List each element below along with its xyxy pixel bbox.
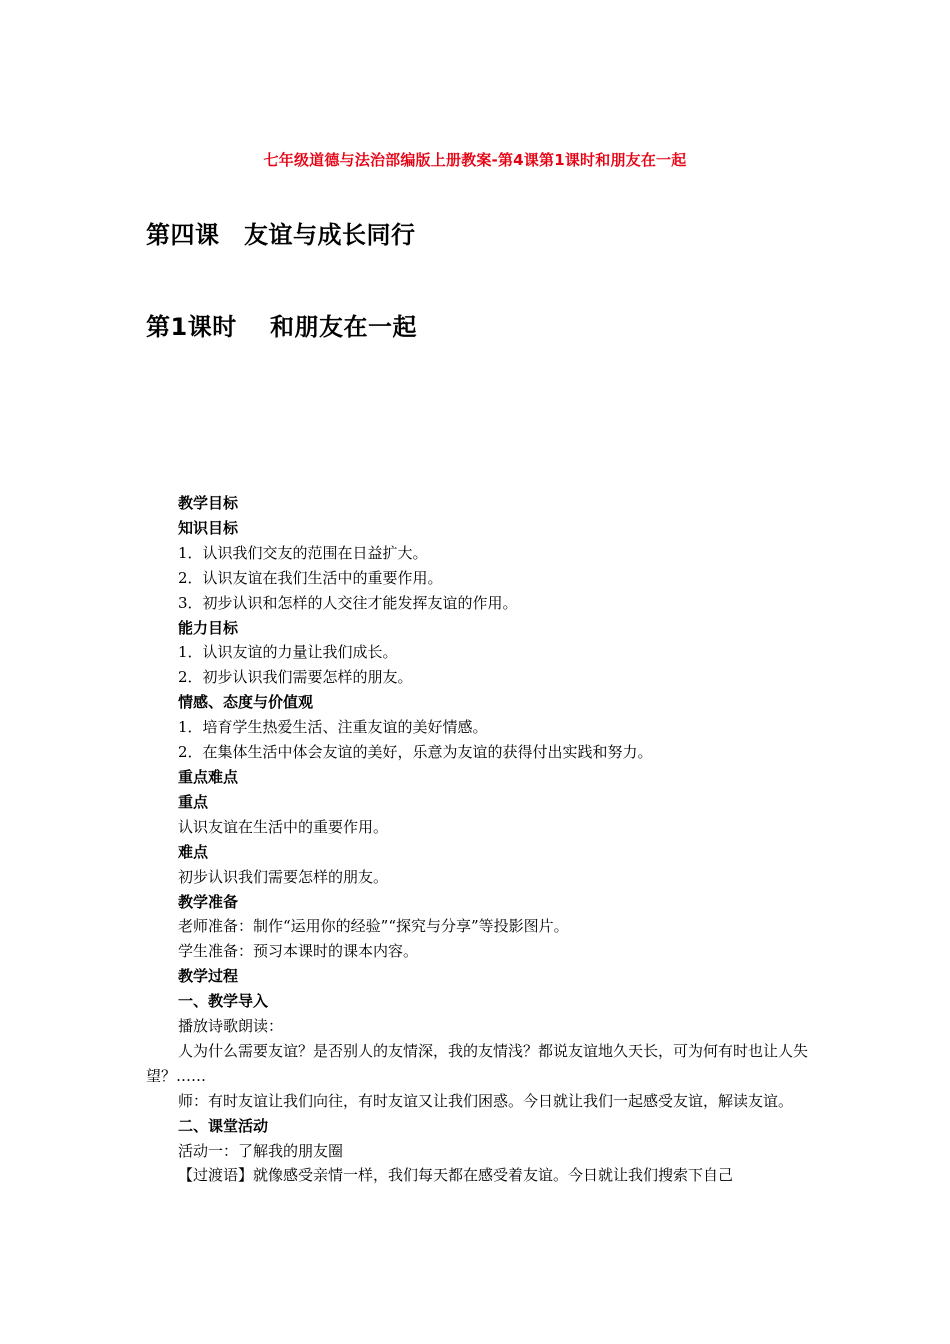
activity-one-title: 活动一：了解我的朋友圈 xyxy=(178,1141,344,1160)
knowledge-goal-item: 1．认识我们交友的范围在日益扩大。 xyxy=(178,543,428,562)
student-preparation: 学生准备：预习本课时的课本内容。 xyxy=(178,942,419,961)
subheading-introduction: 一、教学导入 xyxy=(178,992,269,1011)
emotion-goal-item: 1．培育学生热爱生活、注重友谊的美好情感。 xyxy=(178,718,488,737)
chapter-heading: 第四课 友谊与成长同行 xyxy=(146,221,416,249)
subheading-ability-goals: 能力目标 xyxy=(178,618,239,637)
document-title: 七年级道德与法治部编版上册教案-第4课第1课时和朋友在一起 xyxy=(263,151,687,169)
section-heading-key-difficult: 重点难点 xyxy=(178,767,239,786)
teacher-paragraph: 师：有时友谊让我们向往，有时友谊又让我们困惑。今日就让我们一起感受友谊，解读友谊。 xyxy=(178,1091,794,1110)
section-heading-teaching-goals: 教学目标 xyxy=(178,494,239,512)
emotion-goal-item: 2．在集体生活中体会友谊的美好，乐意为友谊的获得付出实践和努力。 xyxy=(178,743,653,762)
subheading-emotion-goals: 情感、态度与价值观 xyxy=(178,693,314,712)
section-heading-preparation: 教学准备 xyxy=(178,892,239,911)
ability-goal-item: 1．认识友谊的力量让我们成长。 xyxy=(178,643,398,662)
document-body xyxy=(146,491,808,1188)
subheading-class-activity: 二、课堂活动 xyxy=(178,1116,269,1135)
poem-paragraph: 人为什么需要友谊？是否别人的友情深，我的友情浅？都说友谊地久天长，可为何有时也让人失望？…… xyxy=(146,1041,809,1085)
subheading-key-point: 重点 xyxy=(178,792,209,811)
lesson-heading: 第1课时 和朋友在一起 xyxy=(146,313,418,341)
subheading-difficult-point: 难点 xyxy=(178,842,209,861)
transition-paragraph: 【过渡语】就像感受亲情一样，我们每天都在感受着友谊。今日就让我们搜索下自己 xyxy=(178,1166,734,1185)
subheading-knowledge-goals: 知识目标 xyxy=(178,518,239,537)
difficult-point-text: 初步认识我们需要怎样的朋友。 xyxy=(178,867,389,886)
ability-goal-item: 2．初步认识我们需要怎样的朋友。 xyxy=(178,668,413,687)
key-point-text: 认识友谊在生活中的重要作用。 xyxy=(178,817,389,836)
knowledge-goal-item: 2．认识友谊在我们生活中的重要作用。 xyxy=(178,568,443,587)
knowledge-goal-item: 3．初步认识和怎样的人交往才能发挥友谊的作用。 xyxy=(178,593,518,612)
poem-intro: 播放诗歌朗读： xyxy=(178,1017,284,1036)
teacher-preparation: 老师准备：制作“运用你的经验”“探究与分享”等投影图片。 xyxy=(178,917,569,936)
section-heading-process: 教学过程 xyxy=(178,967,239,986)
